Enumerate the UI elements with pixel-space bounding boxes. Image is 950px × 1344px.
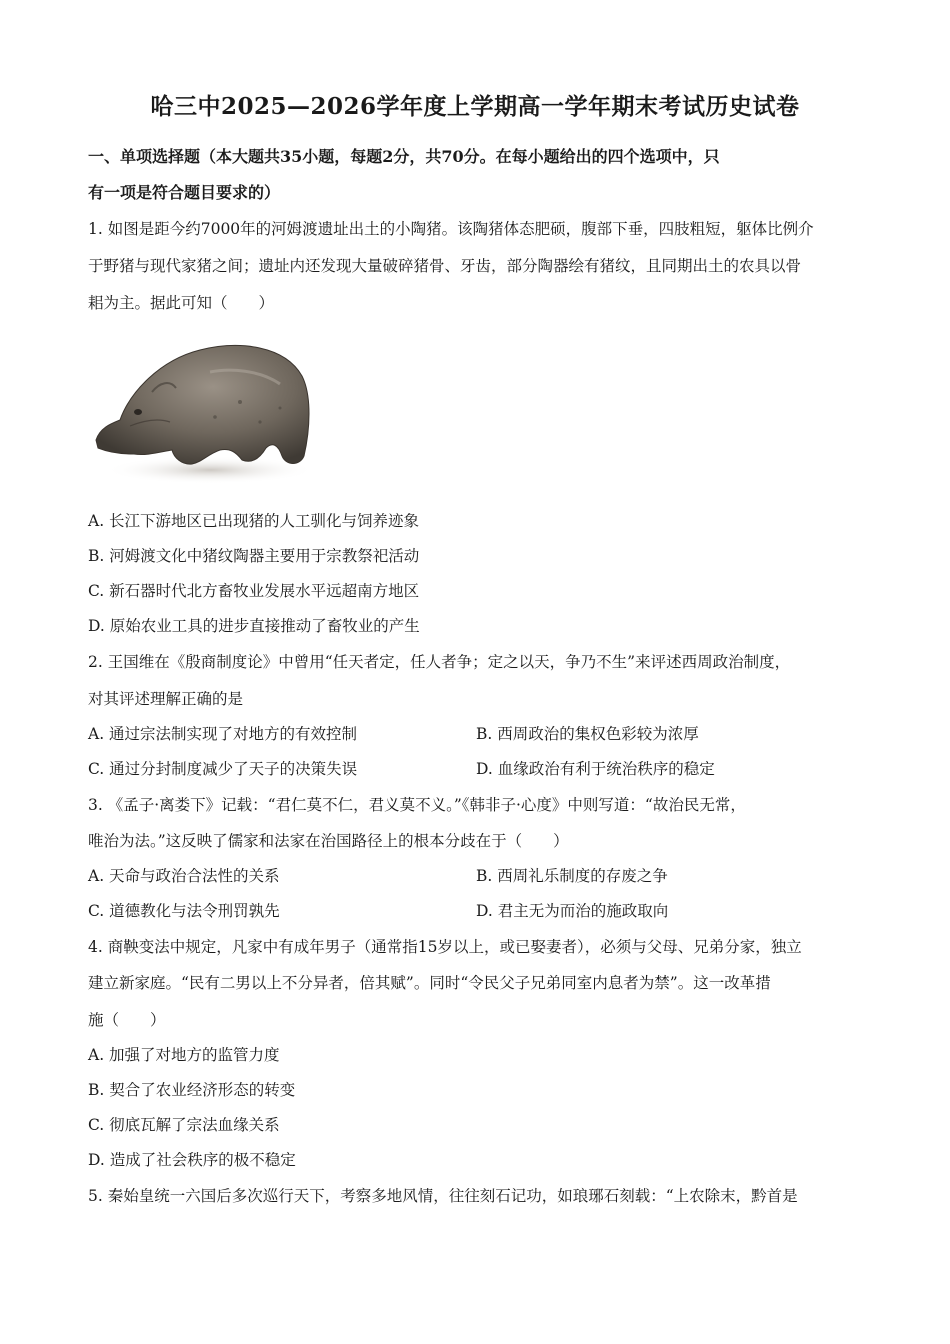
question-2-option-b: B. 西周政治的集权色彩较为浓厚 <box>476 725 699 743</box>
question-5-line-1: 5. 秦始皇统一六国后多次巡行天下，考察多地风情，往往刻石记功，如琅琊石刻载：“上农除末，黔首是 <box>88 1187 798 1205</box>
question-2-option-c: C. 通过分封制度减少了天子的决策失误 <box>88 760 358 778</box>
question-4-line-2: 建立新家庭。“民有二男以上不分异者，倍其赋”。同时“令民父子兄弟同室内息者为禁”。这一改革措 <box>88 974 771 992</box>
question-2-line-2: 对其评述理解正确的是 <box>88 690 244 708</box>
question-3-option-a: A. 天命与政治合法性的关系 <box>88 867 280 885</box>
question-1-line-3: 耜为主。据此可知（ ） <box>88 294 275 312</box>
question-2-option-d: D. 血缘政治有利于统治秩序的稳定 <box>476 760 715 778</box>
question-4-line-3: 施（ ） <box>88 1011 166 1029</box>
question-4-line-1: 4. 商鞅变法中规定，凡家中有成年男子（通常指15岁以上，或已娶妻者），必须与父母、兄弟分家，独立 <box>88 938 802 956</box>
question-1-line-1: 1. 如图是距今约7000年的河姆渡遗址出土的小陶猪。该陶猪体态肥硕，腹部下垂，四肢粗短，躯体比例介 <box>88 220 814 238</box>
question-1-option-c: C. 新石器时代北方畜牧业发展水平远超南方地区 <box>88 582 420 600</box>
question-3-line-1: 3. 《孟子·离娄下》记载：“君仁莫不仁，君义莫不义。”《韩非子·心度》中则写道：“故治民无常， <box>88 796 746 814</box>
question-3-option-c: C. 道德教化与法令刑罚孰先 <box>88 902 280 920</box>
question-2-option-a: A. 通过宗法制实现了对地方的有效控制 <box>88 725 358 743</box>
question-4-option-d: D. 造成了社会秩序的极不稳定 <box>88 1151 296 1169</box>
question-3-line-2: 唯治为法。”这反映了儒家和法家在治国路径上的根本分歧在于（ ） <box>88 832 569 850</box>
clay-pig-image <box>90 332 315 487</box>
exam-title: 哈三中2025—2026学年度上学期高一学年期末考试历史试卷 <box>150 93 800 120</box>
question-4-option-b: B. 契合了农业经济形态的转变 <box>88 1081 296 1099</box>
question-4-option-c: C. 彻底瓦解了宗法血缘关系 <box>88 1116 280 1134</box>
question-3-option-d: D. 君主无为而治的施政取向 <box>476 902 669 920</box>
question-2-line-1: 2. 王国维在《殷商制度论》中曾用“任天者定，任人者争；定之以天，争乃不生”来评述西周政治制度， <box>88 653 791 671</box>
question-1-option-d: D. 原始农业工具的进步直接推动了畜牧业的产生 <box>88 617 420 635</box>
section-heading-line-1: 一、单项选择题（本大题共35小题，每题2分，共70分。在每小题给出的四个选项中，只 <box>88 147 720 166</box>
clay-pig-illustration <box>90 332 315 487</box>
question-1-option-b: B. 河姆渡文化中猪纹陶器主要用于宗教祭祀活动 <box>88 547 420 565</box>
question-3-option-b: B. 西周礼乐制度的存废之争 <box>476 867 668 885</box>
question-1-line-2: 于野猪与现代家猪之间；遗址内还发现大量破碎猪骨、牙齿，部分陶器绘有猪纹，且同期出土的农具以骨 <box>88 257 802 275</box>
question-1-option-a: A. 长江下游地区已出现猪的人工驯化与饲养迹象 <box>88 512 420 530</box>
section-heading-line-2: 有一项是符合题目要求的） <box>88 183 281 202</box>
question-4-option-a: A. 加强了对地方的监管力度 <box>88 1046 280 1064</box>
